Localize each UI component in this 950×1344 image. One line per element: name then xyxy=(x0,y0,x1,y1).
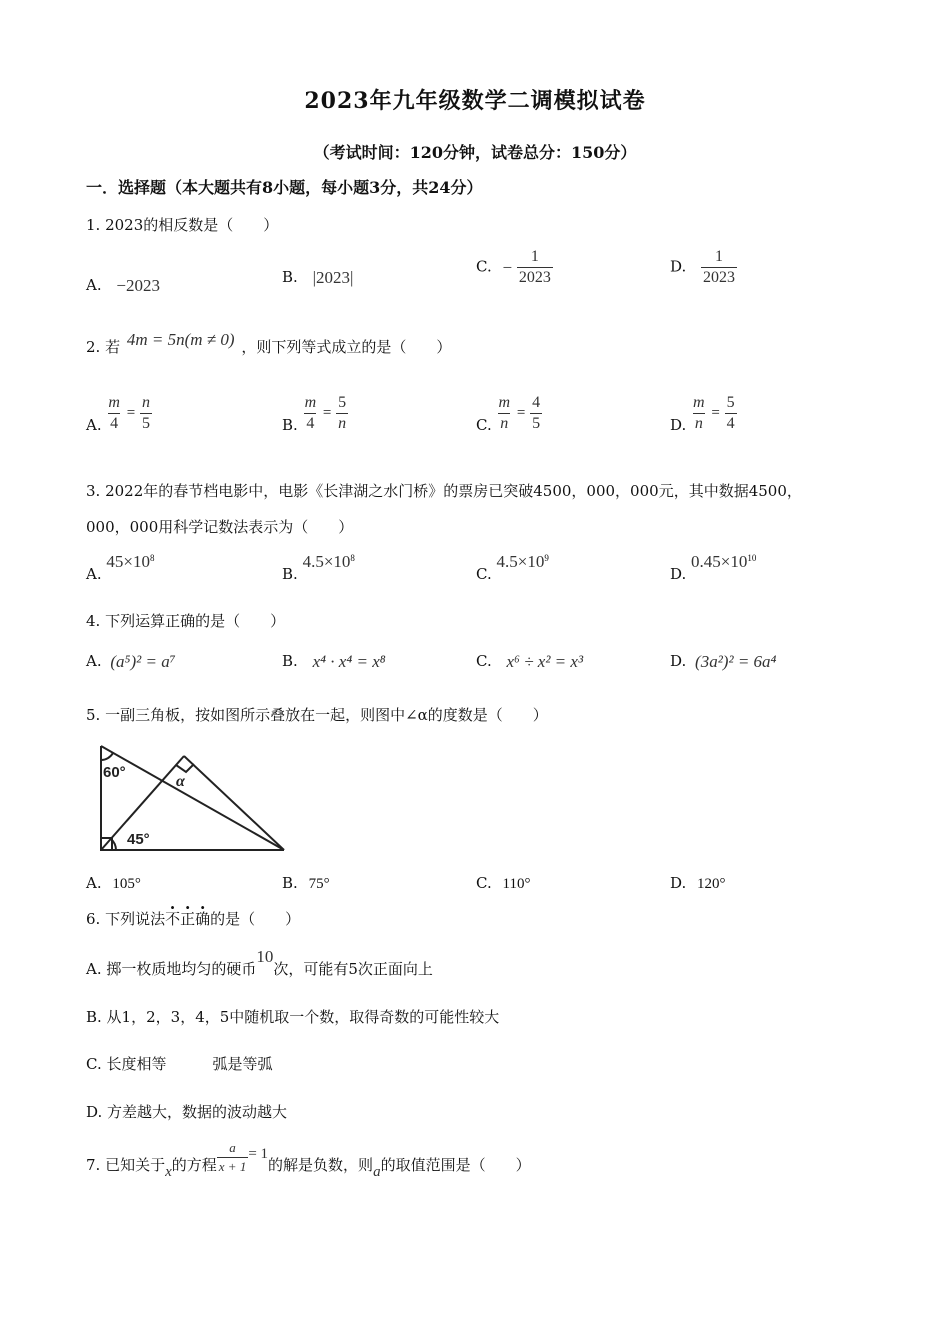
numerator: 1 xyxy=(530,248,539,265)
right-fraction xyxy=(140,394,152,433)
question-1-stem: 1. 2023的相反数是（ ） xyxy=(86,216,279,234)
q4-c-math: x⁶ ÷ x² = x³ xyxy=(506,652,584,671)
emphasized-char: 正 xyxy=(180,910,196,928)
numerator: a xyxy=(229,1140,236,1155)
equals-sign: = xyxy=(516,405,526,421)
denominator: 4 xyxy=(110,415,119,432)
q2-option-b xyxy=(282,394,348,433)
q2-option-d xyxy=(670,394,737,433)
denominator: 4 xyxy=(726,415,735,432)
q1-option-d xyxy=(670,248,737,287)
option-label: D. xyxy=(670,565,687,583)
numerator: n xyxy=(141,394,150,411)
denominator: 2023 xyxy=(518,269,551,286)
numerator: m xyxy=(693,394,705,411)
q1-option-b xyxy=(282,268,353,288)
left-fraction xyxy=(691,394,707,433)
left-fraction xyxy=(497,394,513,433)
q4-option-c xyxy=(476,652,583,672)
q1-c-fraction xyxy=(517,248,553,287)
option-label: B. xyxy=(282,652,298,670)
right-fraction xyxy=(336,394,348,433)
q7-fraction xyxy=(217,1140,249,1175)
count-number: 10 xyxy=(256,947,274,966)
sci-exponent: 10 xyxy=(747,553,757,563)
q1-d-fraction xyxy=(701,248,737,287)
option-label: A. xyxy=(86,565,102,583)
option-value: 110° xyxy=(502,876,531,892)
question-5-stem: 5. 一副三角板，按如图所示叠放在一起，则图中∠α的度数是（ ） xyxy=(86,706,548,724)
q4-a-math: (a⁵)² = a⁷ xyxy=(110,652,176,671)
denominator: n xyxy=(338,415,347,432)
sci-exponent: 9 xyxy=(544,553,549,563)
option-label: D. xyxy=(670,874,687,892)
q3-option-a xyxy=(86,552,155,583)
q5-option-b xyxy=(282,874,330,893)
sci-exponent: 8 xyxy=(350,553,355,563)
right-fraction xyxy=(725,394,737,433)
q3-option-c xyxy=(476,552,549,583)
hypotenuse-45-right xyxy=(184,756,284,850)
equals-sign: = xyxy=(711,405,720,421)
question-3-line-2: 000，000用科学记数法表示为（ ） xyxy=(86,518,354,536)
numerator: 5 xyxy=(338,394,347,411)
option-value: 75° xyxy=(308,876,330,892)
emphasized-char: 确 xyxy=(195,910,211,928)
sci-base: 4.5×10 xyxy=(496,552,545,571)
page-title: 2023年九年级数学二调模拟试卷 xyxy=(304,88,646,114)
right-angle-marker xyxy=(176,764,194,772)
equation-rhs: = 1 xyxy=(248,1145,269,1162)
numerator: 4 xyxy=(532,394,541,411)
equals-sign: = xyxy=(322,405,332,421)
option-label: D. xyxy=(670,652,687,670)
question-2-stem xyxy=(86,330,452,358)
option-label: C. xyxy=(476,874,492,892)
option-label: C. xyxy=(476,415,492,434)
q3-option-b xyxy=(282,552,355,583)
stem-suffix: 的取值范围是（ ） xyxy=(380,1155,531,1174)
var-a: a xyxy=(373,1163,381,1180)
option-value: 120° xyxy=(697,876,726,892)
stem-prefix: 6. 下列说法 xyxy=(86,910,166,928)
q2-option-a xyxy=(86,394,152,433)
option-text-end: 次，可能有5次正面向上 xyxy=(273,960,433,978)
denominator: n xyxy=(694,415,703,432)
option-text-start: C. 长度相等 xyxy=(86,1055,167,1073)
numerator: 1 xyxy=(715,248,724,265)
denominator: 5 xyxy=(532,415,541,432)
numerator: m xyxy=(304,394,317,411)
numerator: m xyxy=(498,394,511,411)
exam-info: （考试时间：120分钟，试卷总分：150分） xyxy=(313,143,637,162)
q6-option-c xyxy=(86,1053,273,1074)
q2-condition: 4m = 5n(m ≠ 0) xyxy=(126,330,235,349)
right-fraction xyxy=(530,394,542,433)
left-fraction xyxy=(303,394,319,433)
q5-option-d xyxy=(670,874,726,893)
option-text-start: A. 掷一枚质地均匀的硬币 xyxy=(86,960,257,978)
label-60: 60° xyxy=(103,764,126,781)
option-value: 105° xyxy=(112,876,141,892)
denominator: x + 1 xyxy=(218,1159,247,1174)
angle-arc-60 xyxy=(101,753,113,760)
q4-d-math: (3a²)² = 6a⁴ xyxy=(695,652,777,671)
label-45: 45° xyxy=(127,831,150,848)
q1-a-math: −2023 xyxy=(116,276,160,295)
q6-option-a xyxy=(86,947,433,979)
option-label: B. xyxy=(282,874,298,892)
stem-suffix: 的是（ ） xyxy=(210,910,301,928)
sci-base: 4.5×10 xyxy=(302,552,351,571)
stem-prefix: 2. 若 xyxy=(86,338,121,356)
stem-prefix: 7. 已知关于 xyxy=(86,1155,166,1174)
equals-sign: = xyxy=(126,405,136,421)
stem-middle-2: 的解是负数，则 xyxy=(268,1155,374,1174)
option-label: B. xyxy=(282,268,298,286)
option-label: A. xyxy=(86,652,102,670)
sci-base: 0.45×10 xyxy=(691,552,748,571)
option-label: C. xyxy=(476,652,492,670)
option-label: A. xyxy=(86,276,102,294)
option-label: D. xyxy=(670,415,687,434)
q1-b-math: |2023| xyxy=(312,268,354,287)
stem-middle: 的方程 xyxy=(171,1155,217,1174)
q2-option-c xyxy=(476,394,542,433)
left-fraction xyxy=(106,394,122,433)
var-x: x xyxy=(165,1163,172,1180)
option-label: B. xyxy=(282,565,298,583)
q5-option-a xyxy=(86,874,141,893)
q4-option-d xyxy=(670,652,776,672)
q1-option-c xyxy=(476,248,553,287)
option-label: D. xyxy=(670,257,687,276)
q4-option-a xyxy=(86,652,176,672)
question-4-stem: 4. 下列运算正确的是（ ） xyxy=(86,612,286,630)
question-6-stem xyxy=(86,908,300,929)
q1-option-a xyxy=(86,276,160,296)
option-label: C. xyxy=(476,257,492,276)
sci-exponent: 8 xyxy=(149,553,155,563)
q5-option-c xyxy=(476,874,530,893)
question-3-line-1: 3. 2022年的春节档电影中，电影《长津湖之水门桥》的票房已突破4500，000，000元，其中数据4500， xyxy=(86,482,802,500)
question-7-stem xyxy=(86,1140,531,1180)
q3-option-d xyxy=(670,552,757,583)
stem-suffix: ，则下列等式成立的是（ ） xyxy=(241,338,452,356)
section-heading: 一．选择题（本大题共有8小题，每小题3分，共24分） xyxy=(86,178,483,197)
numerator: 5 xyxy=(726,394,735,411)
denominator: 4 xyxy=(306,415,315,432)
sci-base: 45×10 xyxy=(106,552,150,571)
option-label: C. xyxy=(476,565,492,583)
label-alpha: α xyxy=(176,773,185,790)
denominator: 5 xyxy=(141,415,150,432)
triangle-diagram xyxy=(96,740,296,856)
q1-c-sign: − xyxy=(502,257,513,277)
numerator: m xyxy=(108,394,120,411)
q6-option-b: B. 从1，2，3，4，5中随机取一个数，取得奇数的可能性较大 xyxy=(86,1008,500,1026)
option-text-end: 弧是等弧 xyxy=(212,1055,273,1073)
denominator: n xyxy=(500,415,509,432)
q6-option-d: D. 方差越大，数据的波动越大 xyxy=(86,1103,288,1121)
denominator: 2023 xyxy=(703,269,736,286)
q4-b-math: x⁴ · x⁴ = x⁸ xyxy=(312,652,386,671)
option-label: A. xyxy=(86,874,102,892)
option-label: A. xyxy=(86,415,102,434)
option-label: B. xyxy=(282,415,298,434)
q4-option-b xyxy=(282,652,386,672)
emphasized-char: 不 xyxy=(165,910,181,928)
